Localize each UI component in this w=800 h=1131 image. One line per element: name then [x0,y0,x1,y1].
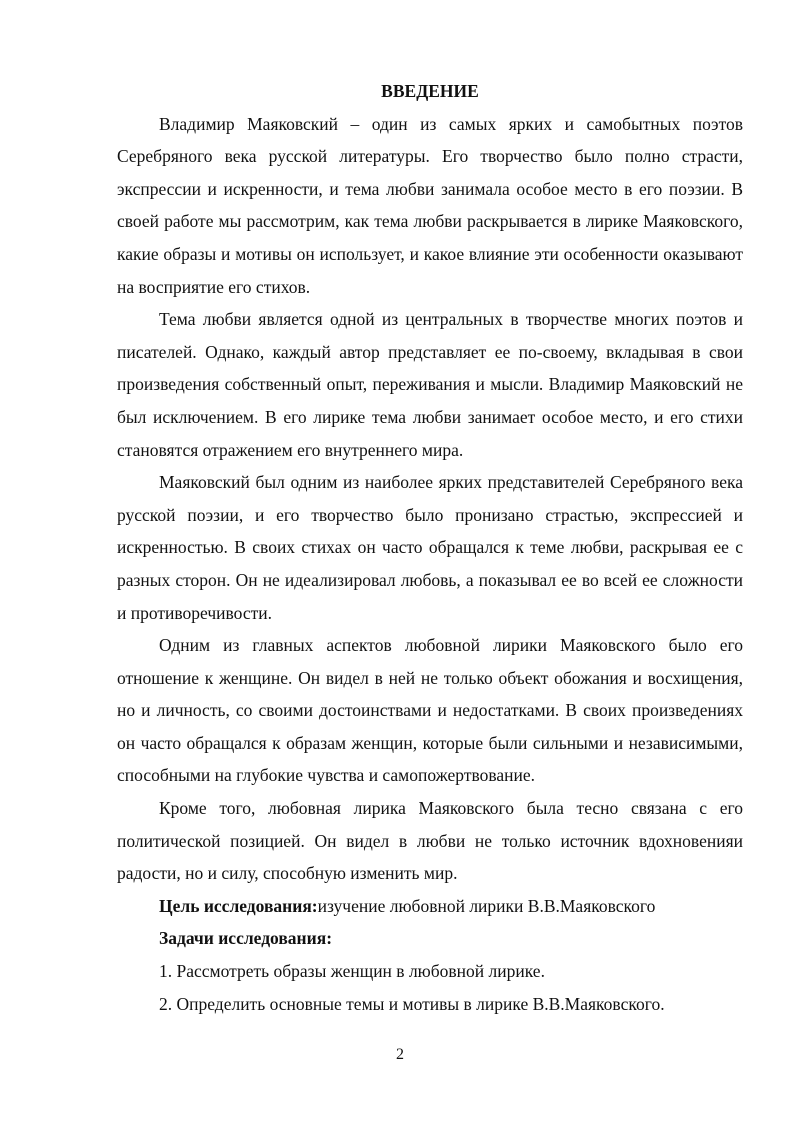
research-goal [117,890,743,923]
research-tasks-label: Задачи исследования: [159,928,333,949]
paragraph-5: Кроме того, любовная лирика Маяковского была тесно связана с его политической позицией. Он видел в любви не только источник вдохновенияи радости, но и силу, способную изменить мир. [117,798,743,884]
paragraph-3: Маяковский был одним из наиболее ярких представителей Серебряного века русской поэзии, и его творчество было пронизано страстью, экспрессией и искренностью. В своих стихах он часто обращался к теме любви, раскрывая ее с разных сторон. Он не идеализировал любовь, а показывал ее во всей ее сложности и противоречивости. [117,472,743,623]
paragraph-2: Тема любви является одной из центральных в творчестве многих поэтов и писателей. Однако, каждый автор представляет ее по-своему, вкладывая в свои произведения собственный опыт, переживания и мысли. Владимир Маяковский не был исключением. В его лирике тема любви занимает особое место, и его стихи становятся отражением его внутреннего мира. [117,309,743,460]
paragraph-4: Одним из главных аспектов любовной лирики Маяковского было его отношение к женщине. Он видел в ней не только объект обожания и восхищения, но и личность, со своими достоинствами и недостатками. В своих произведениях он часто обращался к образам женщин, которые были сильными и независимыми, способными на глубокие чувства и самопожертвование. [117,635,743,786]
paragraph-1: Владимир Маяковский – один из самых ярких и самобытных поэтов Серебряного века русской литературы. Его творчество было полно страсти, экспрессии и искренности, и тема любви занимала особое место в его поэзии. В своей работе мы рассмотрим, как тема любви раскрывается в лирике Маяковского, какие образы и мотивы он использует, и какое влияние эти особенности оказывают на восприятие его стихов. [117,113,743,297]
research-task-2: 2. Определить основные темы и мотивы в лирике В.В.Маяковского. [159,993,665,1014]
research-goal-label: Цель исследования: [159,895,318,916]
page-number: 2 [396,1046,404,1063]
research-task-1: 1. Рассмотреть образы женщин в любовной лирике. [159,961,545,982]
page-content [117,75,743,1020]
section-title: ВВЕДЕНИЕ [381,81,479,101]
research-goal-text: изучение любовной лирики В.В.Маяковского [317,895,656,916]
